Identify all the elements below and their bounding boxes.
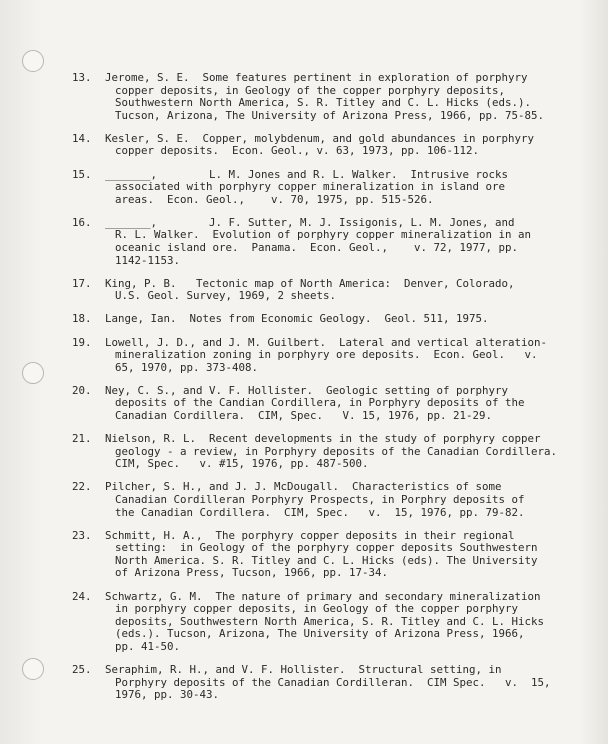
binder-hole-middle — [22, 362, 44, 384]
reference-line: Southwestern North America, S. R. Titley and C. L. Hicks (eds.). — [115, 96, 532, 110]
reference-number: 23. — [72, 528, 92, 542]
reference-line: Canadian Cordillera. CIM, Spec. V. 15, 1976, pp. 21-29. — [115, 408, 493, 422]
reference-text — [105, 72, 592, 122]
reference-item — [72, 433, 592, 471]
reference-item — [72, 278, 592, 303]
reference-number: 20. — [72, 383, 92, 397]
reference-item — [72, 337, 592, 375]
reference-line: copper deposits, in Geology of the copper porphyry deposits, — [115, 83, 506, 97]
reference-text — [105, 433, 592, 471]
reference-text — [105, 385, 592, 423]
reference-line: Lange, Ian. Notes from Economic Geology. Geol. 511, 1975. — [105, 312, 489, 326]
reference-list — [72, 72, 592, 712]
reference-line: North America. S. R. Titley and C. L. Hicks (eds). The University — [115, 553, 538, 567]
reference-item — [72, 591, 592, 654]
binder-hole-bottom — [22, 658, 44, 680]
reference-number: 13. — [72, 71, 92, 84]
reference-line: Jerome, S. E. Some features pertinent in exploration of porphyry — [105, 71, 528, 84]
reference-text — [105, 169, 592, 207]
reference-line: Canadian Cordilleran Porphyry Prospects, in Porphry deposits of — [115, 492, 525, 506]
reference-item — [72, 72, 592, 122]
reference-line: geology - a review, in Porphyry deposits of the Canadian Cordillera. — [115, 444, 558, 458]
reference-line: deposits of the Candian Cordillera, in Porphyry deposits of the — [115, 396, 525, 410]
reference-line: Kesler, S. E. Copper, molybdenum, and gold abundances in porphyry — [105, 131, 535, 145]
reference-line: King, P. B. Tectonic map of North America: Denver, Colorado, — [105, 276, 515, 290]
reference-number: 25. — [72, 662, 92, 676]
reference-line: associated with porphyry copper mineralization in island ore — [115, 180, 506, 194]
reference-line: Tucson, Arizona, The University of Arizona Press, 1966, pp. 75-85. — [115, 108, 545, 122]
reference-line: CIM, Spec. v. #15, 1976, pp. 487-500. — [115, 457, 369, 471]
reference-line: Porphyry deposits of the Canadian Cordilleran. CIM Spec. v. 15, — [115, 675, 551, 689]
reference-item — [72, 481, 592, 519]
reference-number: 22. — [72, 480, 92, 494]
binder-hole-top — [22, 50, 44, 72]
reference-number: 21. — [72, 432, 92, 446]
reference-line: Schmitt, H. A., The porphyry copper deposits in their regional — [105, 528, 515, 542]
reference-text — [105, 591, 592, 654]
reference-line: 1142-1153. — [115, 253, 181, 267]
reference-text — [105, 664, 592, 702]
reference-item — [72, 664, 592, 702]
reference-line: Pilcher, S. H., and J. J. McDougall. Characteristics of some — [105, 480, 502, 494]
reference-line: U.S. Geol. Survey, 1969, 2 sheets. — [115, 289, 337, 303]
reference-line: 1976, pp. 30-43. — [115, 688, 220, 702]
reference-line: the Canadian Cordillera. CIM, Spec. v. 15, 1976, pp. 79-82. — [115, 505, 525, 519]
reference-text — [105, 481, 592, 519]
reference-line: setting: in Geology of the porphyry copper deposits Southwestern — [115, 541, 538, 555]
reference-text — [105, 217, 592, 267]
reference-line: mineralization zoning in porphyry ore deposits. Econ. Geol. v. — [115, 348, 538, 362]
reference-text — [105, 133, 592, 158]
reference-line: deposits, Southwestern North America, S. R. Titley and C. L. Hicks — [115, 614, 545, 628]
reference-line: pp. 41-50. — [115, 639, 181, 653]
reference-line: Schwartz, G. M. The nature of primary and secondary mineralization — [105, 589, 541, 603]
reference-line: _______, J. F. Sutter, M. J. Issigonis, L. M. Jones, and — [105, 215, 515, 229]
reference-line: Nielson, R. L. Recent developments in the study of porphyry copper — [105, 432, 541, 446]
reference-item — [72, 169, 592, 207]
reference-line: 65, 1970, pp. 373-408. — [115, 360, 259, 374]
reference-number: 17. — [72, 276, 92, 290]
reference-line: _______, L. M. Jones and R. L. Walker. Intrusive rocks — [105, 167, 509, 181]
reference-item — [72, 530, 592, 580]
reference-number: 18. — [72, 312, 92, 326]
reference-line: Seraphim, R. H., and V. F. Hollister. Structural setting, in — [105, 662, 502, 676]
reference-item — [72, 133, 592, 158]
reference-line: (eds.). Tucson, Arizona, The University of Arizona Press, 1966, — [115, 627, 525, 641]
reference-number: 15. — [72, 167, 92, 181]
reference-number: 16. — [72, 215, 92, 229]
reference-number: 24. — [72, 589, 92, 603]
reference-text — [105, 313, 592, 326]
reference-line: of Arizona Press, Tucson, 1966, pp. 17-34. — [115, 566, 389, 580]
reference-item — [72, 217, 592, 267]
reference-number: 19. — [72, 335, 92, 349]
reference-line: in porphyry copper deposits, in Geology of the copper porphyry — [115, 602, 519, 616]
reference-text — [105, 278, 592, 303]
reference-line: areas. Econ. Geol., v. 70, 1975, pp. 515-526. — [115, 192, 434, 206]
reference-line: R. L. Walker. Evolution of porphyry copper mineralization in an — [115, 228, 532, 242]
reference-line: Lowell, J. D., and J. M. Guilbert. Lateral and vertical alteration- — [105, 335, 548, 349]
reference-text — [105, 337, 592, 375]
reference-text — [105, 530, 592, 580]
reference-line: oceanic island ore. Panama. Econ. Geol., v. 72, 1977, pp. — [115, 241, 519, 255]
reference-line: Ney, C. S., and V. F. Hollister. Geologic setting of porphyry — [105, 383, 509, 397]
reference-item — [72, 385, 592, 423]
reference-number: 14. — [72, 131, 92, 145]
reference-line: copper deposits. Econ. Geol., v. 63, 1973, pp. 106-112. — [115, 144, 480, 158]
reference-item — [72, 313, 592, 326]
